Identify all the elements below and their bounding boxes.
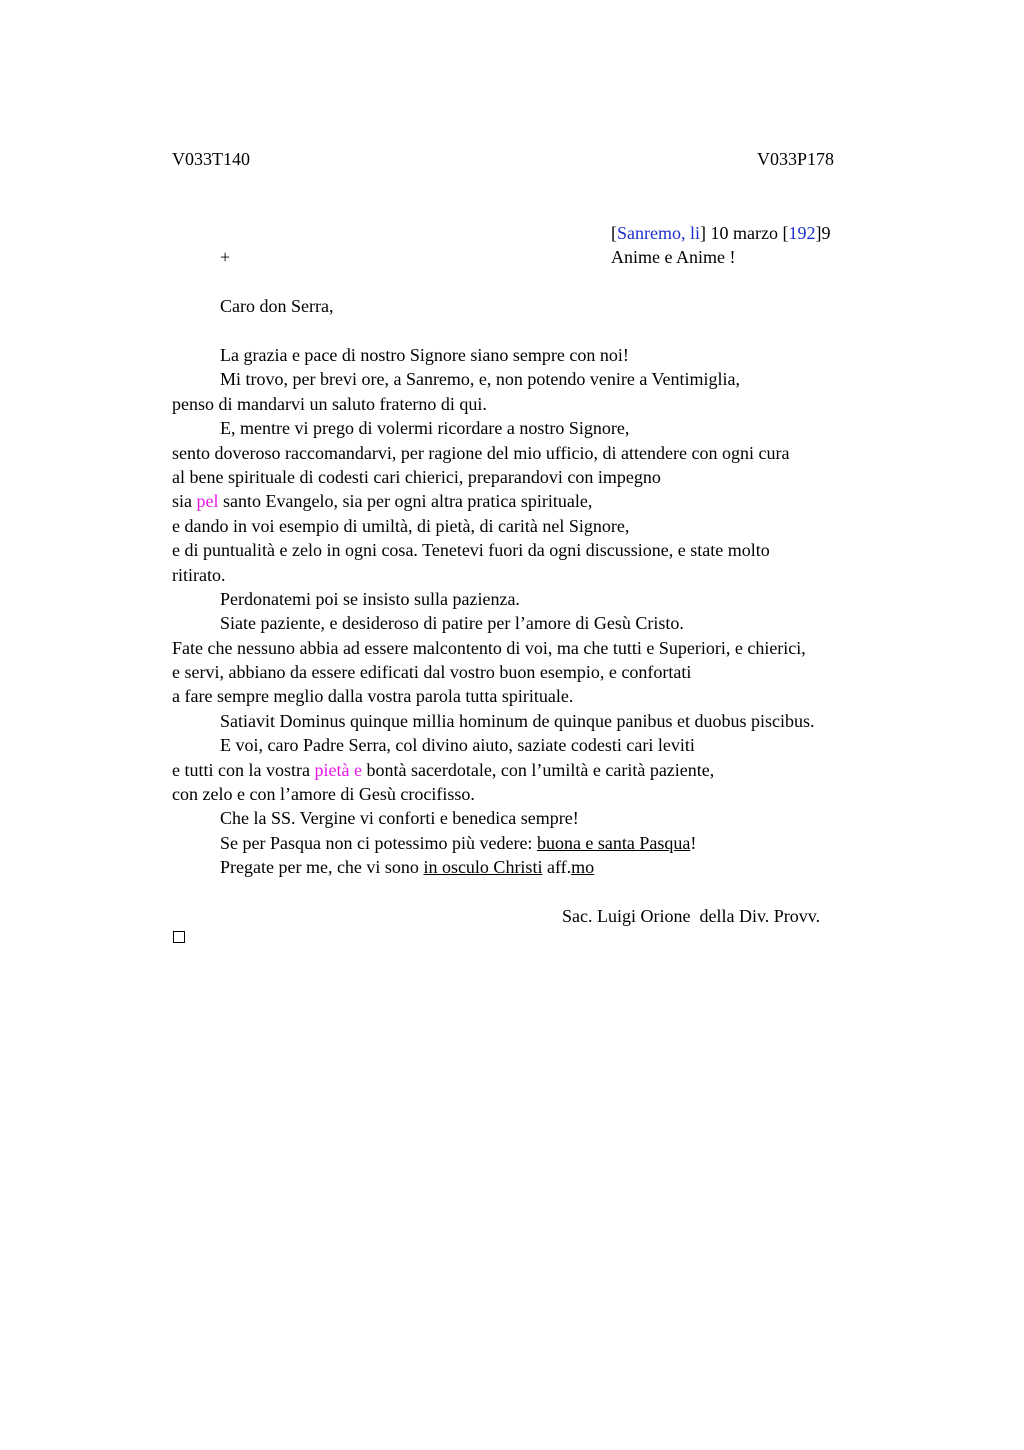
dateline [611,223,830,243]
document-code-right: V033P178 [757,149,835,169]
body-line: e servi, abbiano da essere edificati dal vostro buon esempio, e confortati [172,662,692,683]
bracket: [ [611,223,617,243]
body-line: e di puntualità e zelo in ogni cosa. Tenetevi fuori da ogni discussione, e state molto [172,540,770,561]
body-text: Pregate per me, che vi sono [220,857,424,878]
body-line: al bene spirituale di codesti cari chierici, preparandovi con impegno [172,466,661,487]
letter-body [172,345,932,882]
body-line: Perdonatemi poi se insisto sulla pazienza. [220,588,520,609]
body-line: a fare sempre meglio dalla vostra parola tutta spirituale. [172,686,574,707]
body-text: aff. [542,857,572,878]
document-code-left: V033T140 [172,149,250,169]
underlined-phrase: in osculo Christi [423,857,543,878]
body-line: con zelo e con l’amore di Gesù crocifisso. [172,784,475,805]
body-line: penso di mandarvi un saluto fraterno di qui. [172,393,487,414]
body-line [172,760,932,784]
underlined-phrase: buona e santa Pasqua [536,832,691,853]
body-line: E voi, caro Padre Serra, col divino aiuto, saziate codesti cari leviti [220,735,695,756]
dateline-year-suffix: 9 [821,223,831,243]
dateline-year-prefix: 192 [788,223,816,243]
body-line: sento doveroso raccomandarvi, per ragione del mio ufficio, di attendere con ogni cura [172,442,790,463]
underlined-abbreviation: mo [571,857,595,878]
body-line: La grazia e pace di nostro Signore siano sempre con noi! [220,345,629,365]
body-line: Fate che nessuno abbia ad essere malcontento di voi, ma che tutti e Superiori, e chierici, [172,637,806,658]
body-text: sia [172,491,197,512]
body-text: Se per Pasqua non ci potessimo più vedere: [220,832,537,853]
bracket: ] [700,223,706,243]
dateline-date: 10 marzo [706,223,783,243]
body-line: Mi trovo, per brevi ore, a Sanremo, e, non potendo venire a Ventimiglia, [220,369,741,390]
body-line: Che la SS. Vergine vi conforti e benedica sempre! [220,808,579,829]
body-text: bontà sacerdotale, con l’umiltà e carità paziente, [361,759,715,780]
bracket: [ [782,223,789,243]
bracket: ] [815,223,822,243]
body-line: Satiavit Dominus quinque millia hominum de quinque panibus et duobus piscibus. [220,710,815,731]
motto: Anime e Anime ! [611,247,736,267]
body-line: e dando in voi esempio di umiltà, di pietà, di carità nel Signore, [172,515,630,536]
checkbox-square-icon [173,931,185,943]
body-text: ! [690,832,697,853]
signature: Sac. Luigi Orione della Div. Provv. [562,906,821,926]
body-line [172,491,932,515]
dateline-place: Sanremo, li [617,223,700,243]
body-text: e tutti con la vostra [172,759,315,780]
body-line [172,833,932,857]
body-line: Siate paziente, e desideroso di patire per l’amore di Gesù Cristo. [220,613,684,634]
variant-reading: pietà e [314,759,362,780]
body-text: santo Evangelo, sia per ogni altra pratica spirituale, [218,491,593,512]
body-line [172,857,932,881]
salutation: Caro don Serra, [220,296,334,316]
body-line: ritirato. [172,564,226,585]
body-line: E, mentre vi prego di volermi ricordare a nostro Signore, [220,418,630,439]
variant-reading: pel [196,491,219,512]
cross-mark: + [220,247,231,267]
